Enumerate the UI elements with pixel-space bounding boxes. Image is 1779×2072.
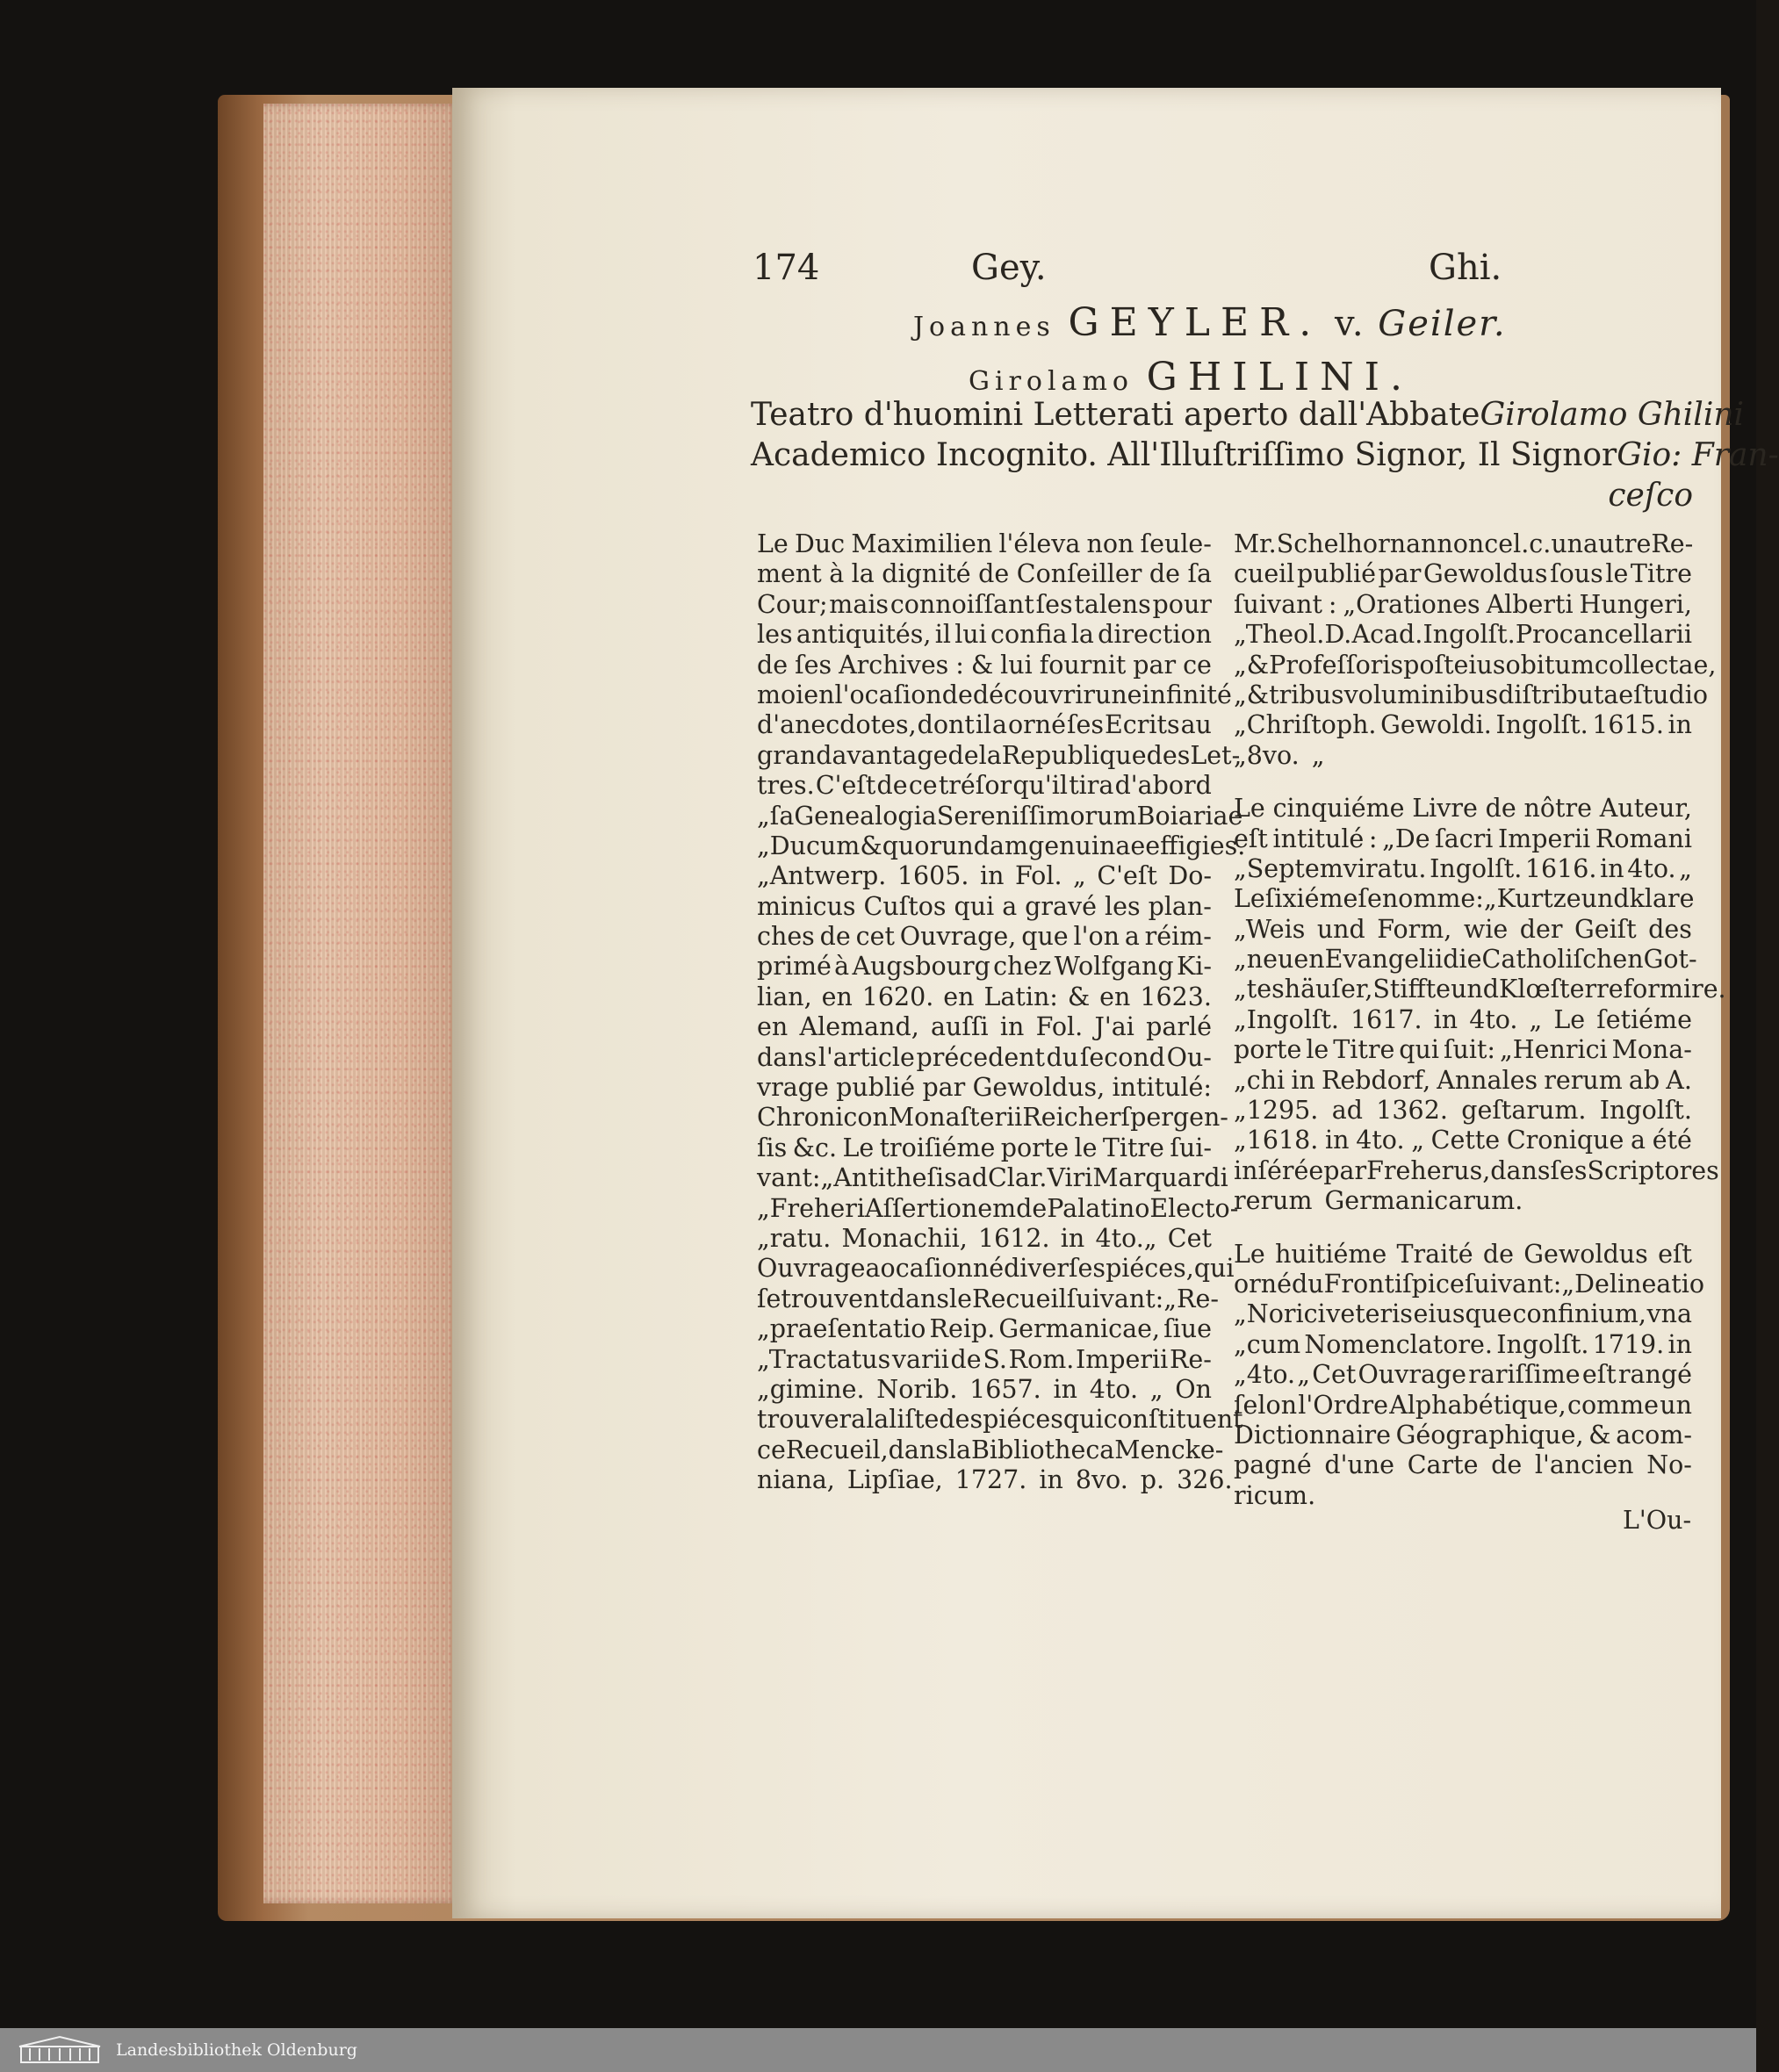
text-line: Le ſixiéme ſe nomme : „Kurtze und klare [1234, 884, 1695, 914]
page-edges [263, 104, 461, 1903]
text-line: orné du Frontiſpice ſuivant: „Delineatio [1234, 1269, 1705, 1299]
text-line: „teshäuſer, Stiffte und Klœſter reformire. [1234, 975, 1726, 1004]
page-number: 174 [753, 248, 820, 288]
text-line: dans l'article précedent du ſecond Ou- [757, 1042, 1212, 1072]
title-italic: ceſco [1608, 478, 1693, 514]
text-line: cueil publié par Gewoldus ſous le Titre [1234, 559, 1692, 589]
entry-ref: v. [1334, 304, 1365, 344]
footer-bar [0, 2028, 1756, 2072]
text-line: Ouvrage a ocaſionné diverſes piéces, qui [757, 1254, 1235, 1284]
entry-heading-geyler [913, 300, 1507, 345]
text-line: ſelon l'Ordre Alphabétique, comme un [1234, 1390, 1692, 1420]
title-line [751, 476, 1693, 516]
text-line: tres. C'eſt de ce tréſor qu'il tira d'abord [757, 771, 1212, 801]
text-line: les antiquités, il lui confia la direction [757, 620, 1212, 650]
text-line: vrage publié par Gewoldus, intitulé: [757, 1073, 1212, 1103]
text-line: ſis &c. Le troiſiéme porte le Titre ſui- [757, 1133, 1212, 1162]
text-line: ches de cet Ouvrage, que l'on a réim- [757, 922, 1212, 952]
text-line: en Alemand, auſſi in Fol. J'ai parlé [757, 1012, 1212, 1042]
text-line: Le cinquiéme Livre de nôtre Auteur, [1234, 794, 1692, 824]
text-line: de ſes Archives : & lui fournit par ce [757, 650, 1212, 680]
text-line: eſt intitulé : „De ſacri Imperii Romani [1234, 824, 1692, 853]
text-line: Dictionnaire Géographique, & acom- [1234, 1420, 1692, 1450]
text-line: „Ducum & quorundam genuinae effigies. [757, 831, 1246, 860]
catchword: L'Ou- [1623, 1506, 1692, 1535]
text-line: Mr. Schelhorn annonce l. c. un autre Re- [1234, 529, 1694, 558]
text-line: Chronicon Monaſterii Reicherſpergen- [757, 1103, 1228, 1133]
text-line: „Chriſtoph. Gewoldi. Ingolſt. 1615. in [1234, 710, 1692, 740]
text-line: trouvera la liſte des piéces qui conſtituent [757, 1405, 1243, 1435]
text-line: „Tractatus varii de S. Rom. Imperii Re- [757, 1344, 1212, 1374]
text-line: „1295. ad 1362. geſtarum. Ingolſt. [1234, 1096, 1692, 1126]
text-line: „Weis und Form, wie der Geiſt des [1234, 914, 1692, 944]
running-head-left: Gey. [971, 248, 1047, 288]
text-line: Cour; mais connoiſſant ſes talens pour [757, 589, 1212, 619]
text-line: ment à la dignité de Conſeiller de ſa [757, 559, 1212, 589]
entry-surname: GEYLER. [1068, 300, 1322, 345]
title-text: Teatro d'huomini Letterati aperto dall'Abbate [751, 397, 1480, 433]
library-name: Landesbibliothek Oldenburg [116, 2040, 357, 2060]
text-line: „1618. in 4to. „ Cette Cronique a été [1234, 1126, 1692, 1155]
text-line: „Norici veteris eiusque confinium, vna [1234, 1299, 1692, 1329]
text-line: lian, en 1620. en Latin: & en 1623. [757, 982, 1212, 1011]
text-line: ſe trouvent dans le Recueil ſuivant: „Re- [757, 1284, 1220, 1313]
text-line: primé à Augsbourg chez Wolfgang Ki- [757, 952, 1212, 982]
text-line: „gimine. Norib. 1657. in 4to. „ On [757, 1374, 1212, 1404]
book-title-block [751, 395, 1779, 516]
text-line: „Freheri Aſſertionem de Palatino Electo- [757, 1193, 1239, 1223]
title-italic: Girolamo Ghilini [1480, 397, 1745, 433]
text-line: niana, Lipſiae, 1727. in 8vo. p. 326. [757, 1465, 1233, 1495]
paragraph-gap [1234, 1217, 1692, 1240]
text-line: „8vo. „ [1234, 740, 1325, 770]
text-line: grand avantage de la Republique des Let- [757, 740, 1241, 770]
entry-ref-name: Geiler. [1378, 304, 1507, 344]
title-line [751, 435, 1779, 476]
text-column-left [757, 529, 1246, 1496]
text-line: porte le Titre qui ſuit: „Henrici Mona- [1234, 1035, 1692, 1065]
text-line: „Antwerp. 1605. in Fol. „ C'eſt Do- [757, 861, 1212, 891]
text-line: „cum Nomenclatore. Ingolſt. 1719. in [1234, 1329, 1692, 1359]
text-line: „Septemviratu. Ingolſt. 1616. in 4to. „ [1234, 853, 1692, 883]
text-column-right [1234, 529, 1726, 1511]
text-line: rerum Germanicarum. [1234, 1186, 1523, 1216]
text-line: vant: „Antitheſis ad Clar.Viri Marquardi [757, 1163, 1228, 1193]
text-line: „Ingolſt. 1617. in 4to. „ Le ſetiéme [1234, 1004, 1692, 1034]
text-line: ricum. [1234, 1480, 1316, 1510]
text-line: „& Profeſſoris poſt eius obitum collectae, [1234, 650, 1717, 680]
title-text: Academico Incognito. All'Illuſtriſſimo Signor, Il Signor [751, 437, 1617, 473]
entry-surname: GHILINI. [1146, 355, 1414, 399]
entry-first-name: Joannes [913, 312, 1055, 342]
text-line: Le Duc Maximilien l'éleva non ſeule- [757, 529, 1212, 558]
text-line: minicus Cuſtos qui a gravé les plan- [757, 891, 1212, 921]
text-line: „neuen Evangelii die Catholiſchen Got- [1234, 945, 1697, 975]
text-line: d'anecdotes, dont il a orné ſes Ecrits au [757, 710, 1212, 740]
entry-first-name: Girolamo [969, 366, 1134, 397]
library-building-icon [16, 2034, 104, 2066]
text-line: ce Recueil, dans la Bibliotheca Mencke- [757, 1435, 1224, 1464]
text-line: pagné d'une Carte de l'ancien No- [1234, 1450, 1692, 1480]
text-line: ſuivant : „Orationes Alberti Hungeri, [1234, 589, 1692, 619]
running-head-right: Ghi. [1429, 248, 1502, 288]
text-line: „praeſentatio Reip. Germanicae, ſiue [757, 1314, 1212, 1344]
text-line: moien l'ocaſion de découvrir une infinité [757, 680, 1232, 709]
text-line: „& tribus voluminibus diſtributae ſtudio [1234, 680, 1709, 709]
text-line: „4to. „ Cet Ouvrage rariſſime eſt rangé [1234, 1360, 1692, 1390]
text-line: „Theol. D. Acad. Ingolſt. Procancellarii [1234, 620, 1692, 650]
entry-heading-ghilini [969, 355, 1413, 399]
title-line [751, 395, 1745, 435]
text-line: inſérée par Freherus, dans ſes Scriptores [1234, 1155, 1719, 1185]
title-italic: Gio: Fran- [1617, 437, 1779, 473]
paragraph-gap [1234, 771, 1692, 794]
text-line: Le huitiéme Traité de Gewoldus eſt [1234, 1239, 1692, 1269]
text-line: „chi in Rebdorf, Annales rerum ab A. [1234, 1065, 1692, 1095]
text-line: „ratu. Monachii, 1612. in 4to.„ Cet [757, 1223, 1212, 1253]
text-line: „ſa Genealogia Sereniſſimorum Boiariae [757, 801, 1243, 831]
